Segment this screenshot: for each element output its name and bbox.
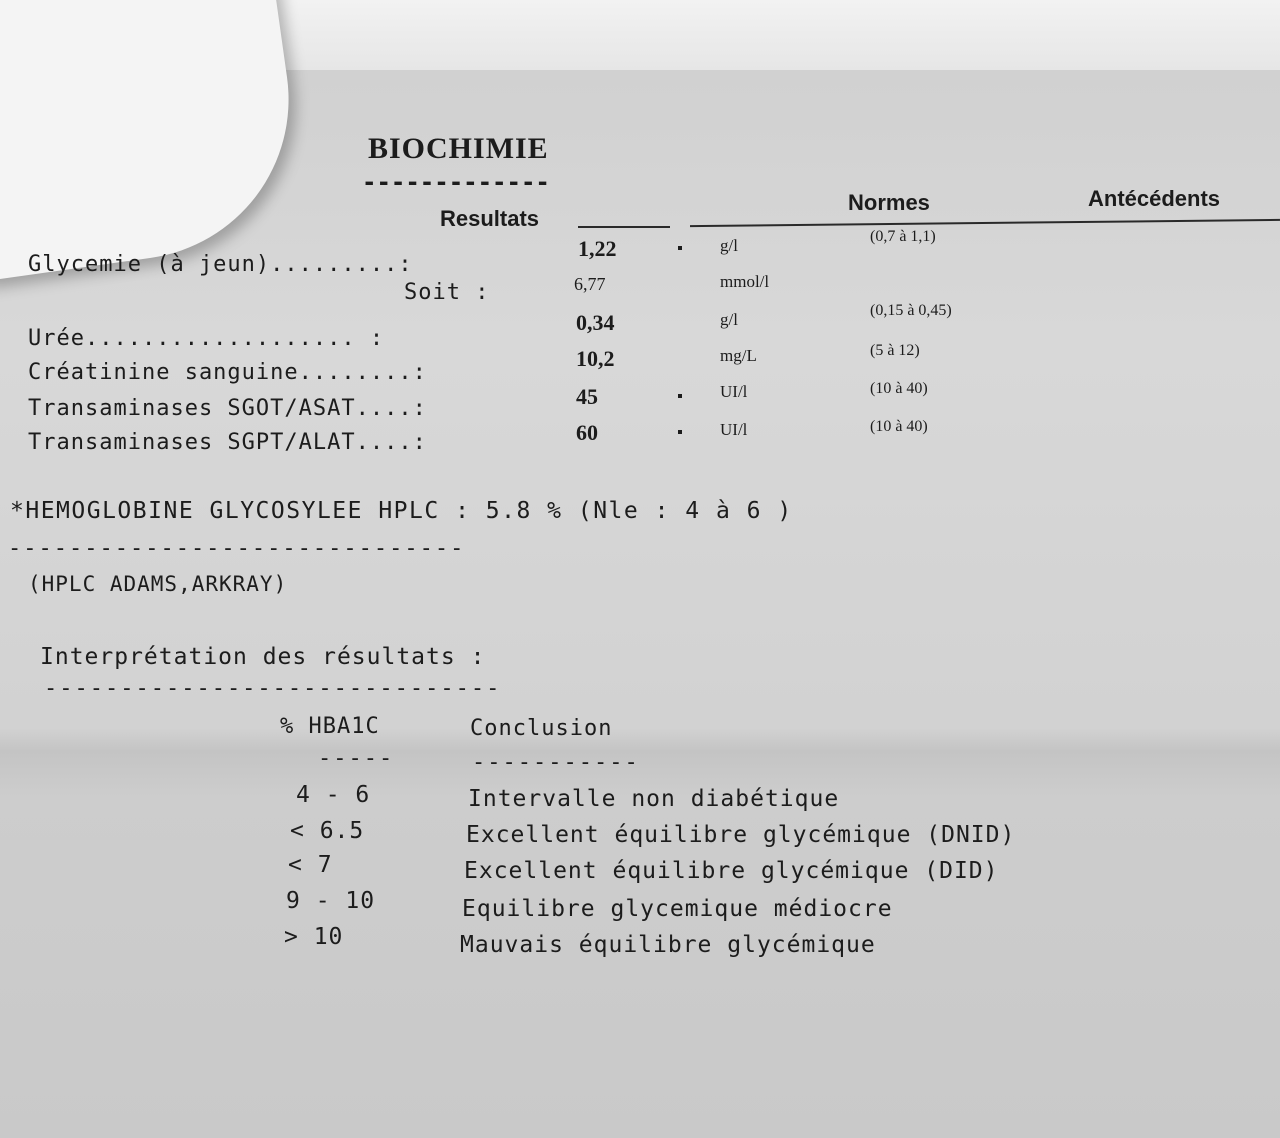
hba1c-result: *HEMOGLOBINE GLYCOSYLEE HPLC : 5.8 % (Nle : 4 à 6 ) xyxy=(10,498,793,524)
hba1c-range: > 10 xyxy=(284,924,344,950)
flag-marker xyxy=(678,430,682,434)
test-unit: UI/l xyxy=(720,382,748,401)
conclusion-text: Excellent équilibre glycémique (DID) xyxy=(464,858,999,884)
test-label: Glycemie (à jeun).........: xyxy=(28,252,413,277)
column-underline-hba1c: ----- xyxy=(318,746,395,771)
hba1c-underline: ------------------------------ xyxy=(8,536,466,561)
conclusion-text: Excellent équilibre glycémique (DNID) xyxy=(466,822,1016,848)
hba1c-range: < 7 xyxy=(288,852,333,878)
test-norm: (5 à 12) xyxy=(870,342,920,359)
column-header-results: Resultats xyxy=(440,206,540,231)
test-label: Transaminases SGOT/ASAT....: xyxy=(28,396,427,421)
interpretation-underline: ------------------------------ xyxy=(44,676,502,701)
column-header-conclusion: Conclusion xyxy=(470,716,613,741)
test-value: 60 xyxy=(576,420,598,445)
test-unit: mmol/l xyxy=(720,272,770,291)
hba1c-range: 9 - 10 xyxy=(286,888,376,914)
test-unit: mg/L xyxy=(720,346,757,365)
hba1c-range: < 6.5 xyxy=(290,818,365,844)
flag-marker xyxy=(678,394,682,398)
section-title-underline: ------------- xyxy=(362,168,550,196)
hba1c-range: 4 - 6 xyxy=(296,782,371,808)
column-underline-conclusion: ----------- xyxy=(472,750,640,775)
test-value: 45 xyxy=(576,384,598,409)
test-norm: (0,7 à 1,1) xyxy=(870,228,936,245)
flag-marker xyxy=(678,246,682,250)
column-header-norms: Normes xyxy=(848,190,930,215)
test-label: Soit : xyxy=(404,280,490,305)
test-label: Urée................... : xyxy=(28,326,385,351)
test-unit: g/l xyxy=(720,310,738,329)
column-header-history: Antécédents xyxy=(1088,186,1221,211)
test-label: Créatinine sanguine........: xyxy=(28,360,427,385)
test-value: 6,77 xyxy=(574,274,606,294)
test-value: 10,2 xyxy=(576,346,615,371)
test-label: Transaminases SGPT/ALAT....: xyxy=(28,430,427,455)
test-norm: (10 à 40) xyxy=(870,418,928,435)
interpretation-title: Interprétation des résultats : xyxy=(40,644,486,670)
test-value: 0,34 xyxy=(576,310,615,335)
header-rule xyxy=(578,226,670,228)
conclusion-text: Intervalle non diabétique xyxy=(468,786,840,812)
conclusion-text: Equilibre glycemique médiocre xyxy=(462,896,893,922)
test-norm: (10 à 40) xyxy=(870,380,928,397)
hba1c-method: (HPLC ADAMS,ARKRAY) xyxy=(28,572,288,596)
test-unit: UI/l xyxy=(720,420,748,439)
column-header-hba1c: % HBA1C xyxy=(280,714,380,739)
conclusion-text: Mauvais équilibre glycémique xyxy=(460,932,876,958)
section-title: BIOCHIMIE xyxy=(368,132,549,165)
test-unit: g/l xyxy=(720,236,738,255)
test-value: 1,22 xyxy=(578,236,617,261)
test-norm: (0,15 à 0,45) xyxy=(870,302,952,319)
